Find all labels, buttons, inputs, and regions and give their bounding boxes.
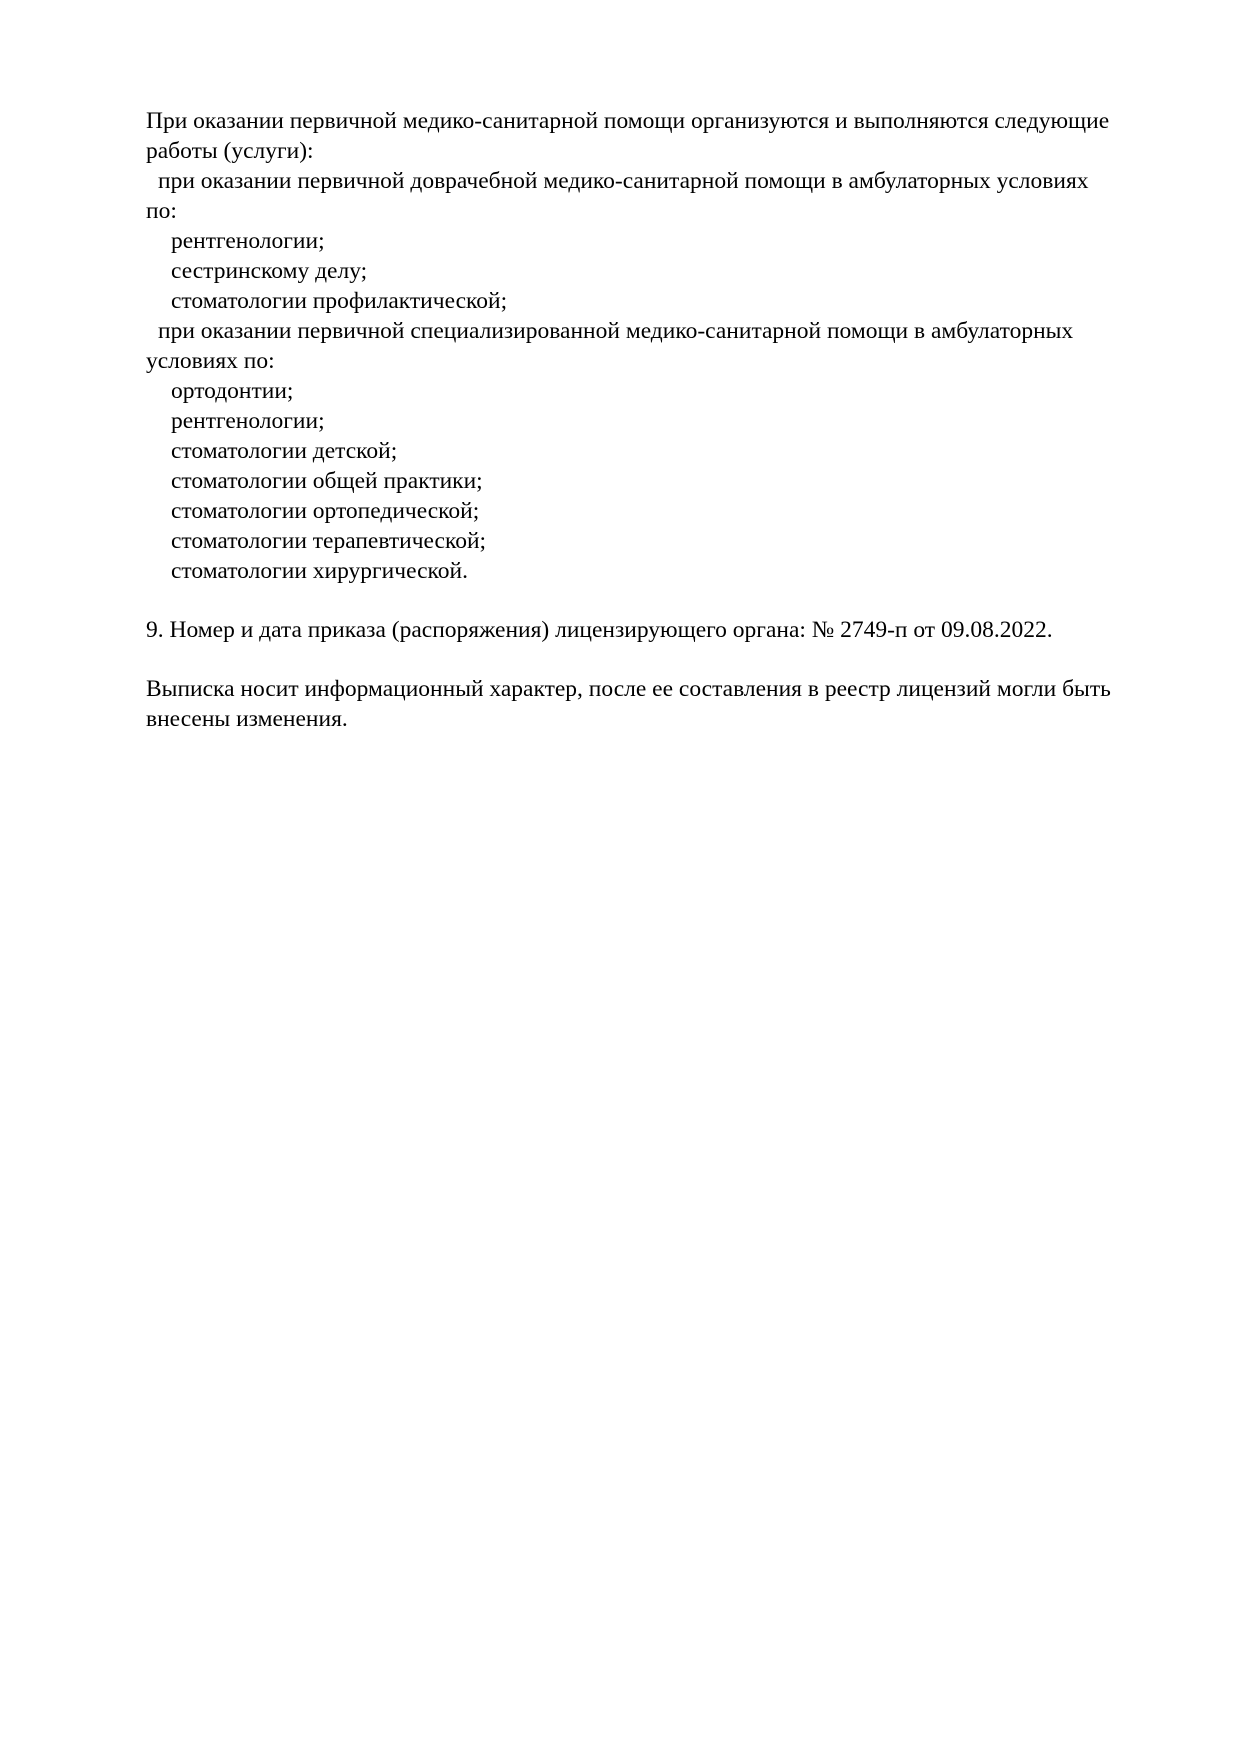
disclaimer-line-1: Выписка носит информационный характер, после ее составления в реестр лицензий могли быть [146, 676, 1111, 702]
document-page [146, 106, 1166, 734]
prehospital-heading-2: по: [146, 198, 177, 224]
disclaimer-line-2: внесены изменения. [146, 706, 348, 732]
specialized-heading-2: условиях по: [146, 348, 275, 374]
prehospital-heading-1: при оказании первичной доврачебной медико-санитарной помощи в амбулаторных условиях [158, 168, 1089, 194]
order-number-date: 9. Номер и дата приказа (распоряжения) лицензирующего органа: № 2749-п от 09.08.2022. [146, 617, 1053, 643]
spacer [146, 645, 1166, 674]
list-item: стоматологии терапевтической; [171, 528, 487, 554]
list-item: стоматологии хирургической. [171, 558, 468, 584]
spacer [146, 586, 1166, 615]
list-item: стоматологии общей практики; [171, 468, 483, 494]
list-item: стоматологии детской; [171, 438, 398, 464]
list-item: сестринскому делу; [171, 258, 368, 284]
intro-line-2: работы (услуги): [146, 138, 314, 164]
specialized-heading-1: при оказании первичной специализированной медико-санитарной помощи в амбулаторных [158, 318, 1074, 344]
intro-line-1: При оказании первичной медико-санитарной помощи организуются и выполняются следующие [146, 108, 1110, 134]
list-item: стоматологии профилактической; [171, 288, 508, 314]
list-item: стоматологии ортопедической; [171, 498, 480, 524]
list-item: рентгенологии; [171, 408, 325, 434]
list-item: рентгенологии; [171, 228, 325, 254]
list-item: ортодонтии; [171, 378, 294, 404]
